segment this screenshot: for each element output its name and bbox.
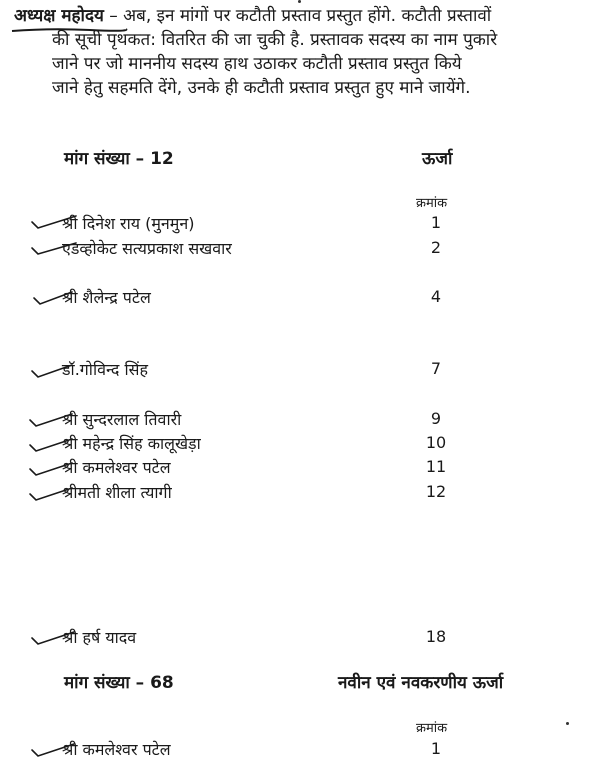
demand-68-label: मांग संख्या – 68 — [64, 673, 174, 693]
member-number: 7 — [430, 359, 442, 378]
demand-12-subject: ऊर्जा — [422, 149, 453, 169]
paragraph-line-4: जाने हेतु सहमति देंगे, उनके ही कटौती प्रस्ताव प्रस्तुत हुए माने जायेंगे. — [52, 78, 471, 98]
paragraph-line-1: – अब, इन मांगों पर कटौती प्रस्ताव प्रस्तुत होंगे. कटौती प्रस्तावों — [109, 6, 492, 26]
checkmark-icon — [28, 411, 78, 429]
member-name: श्री शैलेन्द्र पटेल — [62, 288, 151, 307]
demand-12-kramank-header: क्रमांक — [416, 196, 448, 211]
checkmark-icon — [28, 460, 78, 478]
paragraph-line-3: जाने पर जो माननीय सदस्य हाथ उठाकर कटौती प्रस्ताव प्रस्तुत किये — [52, 54, 462, 74]
checkmark-icon — [30, 741, 80, 759]
paragraph-line-2: की सूची पृथकत: वितरित की जा चुकी है. प्रस्तावक सदस्य का नाम पुकारे — [52, 30, 498, 50]
checkmark-icon — [30, 362, 80, 380]
member-number: 10 — [425, 433, 447, 452]
handwritten-underline — [10, 27, 128, 33]
member-number: 12 — [425, 482, 447, 501]
speaker-name: अध्यक्ष महोदय — [14, 6, 104, 26]
checkmark-icon — [32, 290, 82, 308]
member-name: श्री सुन्दरलाल तिवारी — [62, 410, 182, 429]
member-number: 2 — [430, 238, 442, 257]
demand-12-label: मांग संख्या – 12 — [64, 149, 174, 169]
member-name: श्री दिनेश राय (मुनमुन) — [62, 214, 195, 233]
member-number: 1 — [430, 213, 442, 232]
checkmark-icon — [28, 485, 78, 503]
member-number: 18 — [425, 627, 447, 646]
scan-speck — [566, 722, 569, 725]
member-name: श्री कमलेश्वर पटेल — [62, 740, 171, 759]
speaker-paragraph — [14, 4, 600, 100]
member-number: 11 — [425, 457, 447, 476]
demand-68-subject: नवीन एवं नवकरणीय ऊर्जा — [338, 673, 504, 693]
member-name: श्रीमती शीला त्यागी — [62, 483, 172, 502]
member-number: 9 — [430, 409, 442, 428]
member-name: श्री महेन्द्र सिंह कालूखेड़ा — [62, 434, 201, 453]
demand-68-kramank-header: क्रमांक — [416, 721, 448, 736]
checkmark-icon — [30, 629, 80, 647]
member-name: श्री हर्ष यादव — [62, 628, 137, 647]
checkmark-icon — [28, 436, 78, 454]
checkmark-icon — [30, 240, 80, 258]
checkmark-icon — [30, 214, 80, 232]
member-name: एडव्होकेट सत्यप्रकाश सखवार — [62, 239, 232, 258]
member-name: श्री कमलेश्वर पटेल — [62, 458, 171, 477]
member-name: डॉ.गोविन्द सिंह — [62, 360, 148, 379]
scan-speck — [298, 0, 301, 3]
member-number: 4 — [430, 287, 442, 306]
member-number: 1 — [430, 739, 442, 758]
